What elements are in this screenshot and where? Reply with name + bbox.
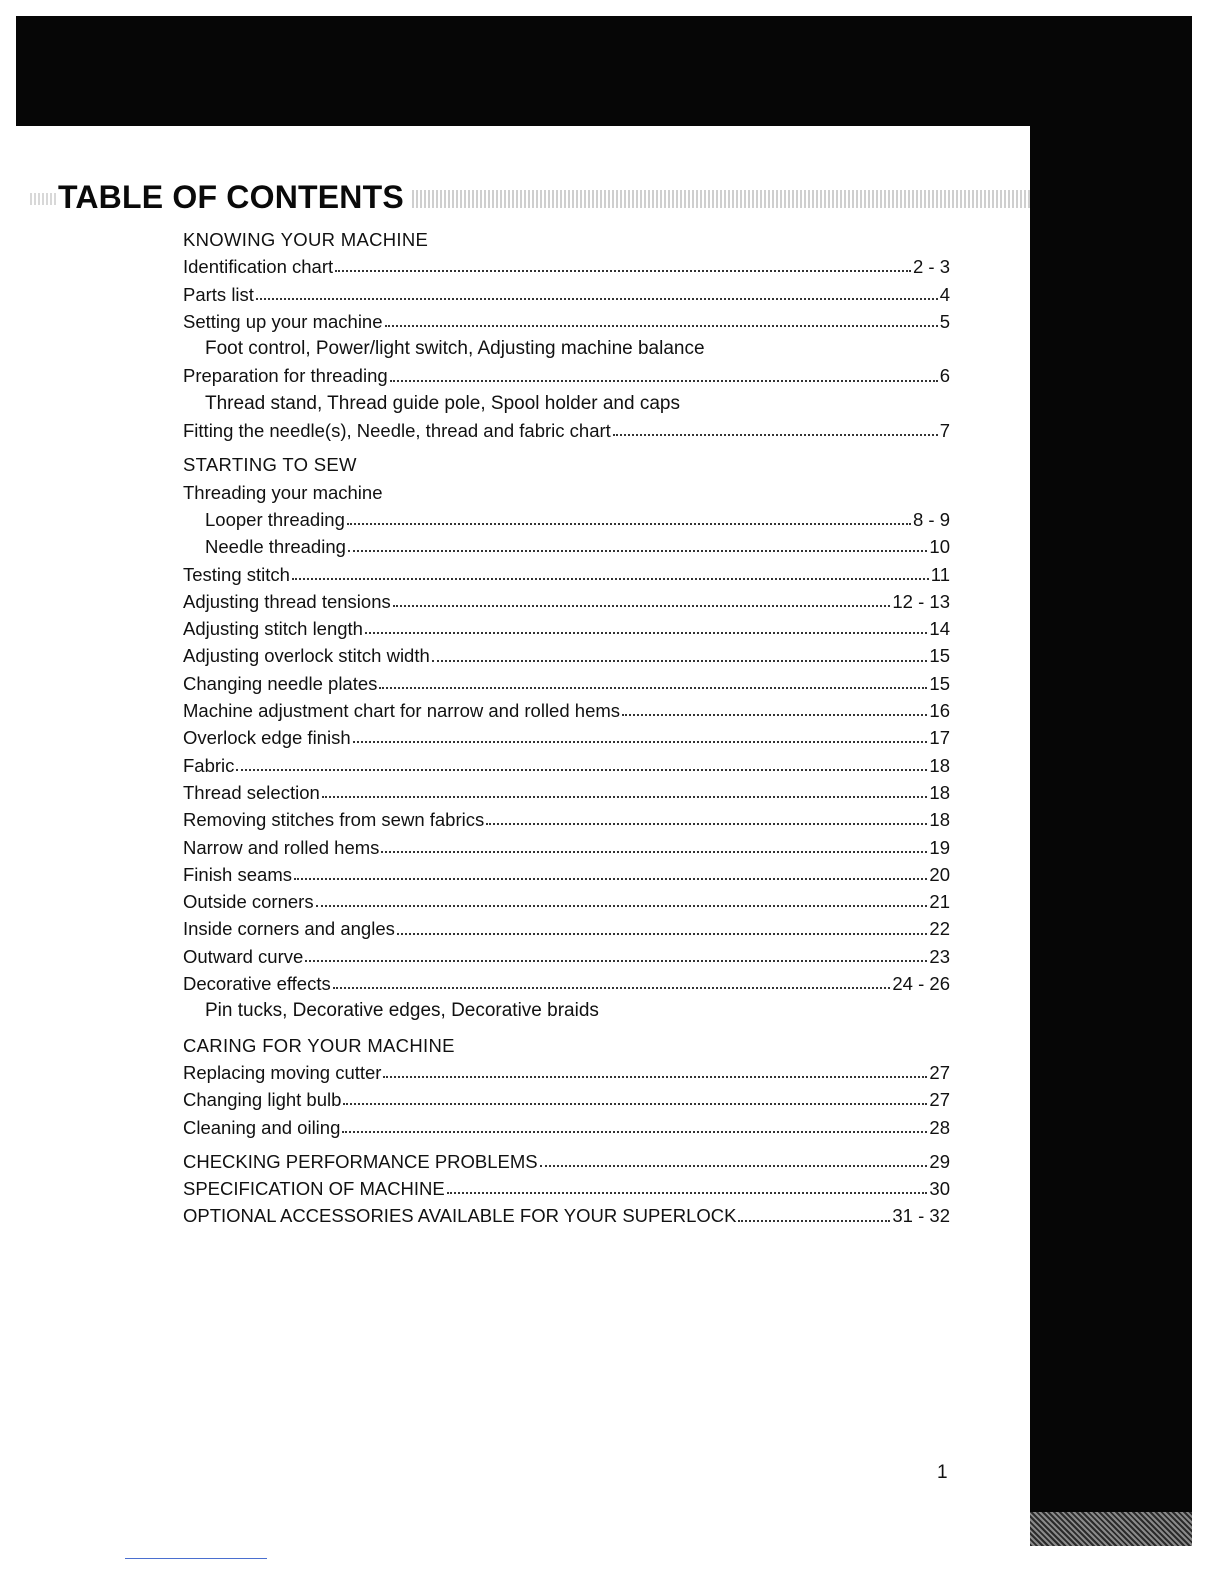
toc-entry[interactable]: [183, 806, 950, 833]
toc-entry-page: 29: [929, 1150, 950, 1172]
toc-section: [183, 226, 950, 444]
toc-entry-label: Testing stitch: [183, 563, 290, 585]
toc-entry-label: Narrow and rolled hems: [183, 836, 380, 858]
toc-entry-label: Fitting the needle(s), Needle, thread and fabric chart: [183, 420, 611, 442]
toc-entry-page: 27: [929, 1061, 950, 1083]
dot-leader: [383, 1076, 927, 1078]
toc-entry-label: Outside corners: [183, 891, 314, 913]
toc-entry[interactable]: [183, 752, 950, 779]
title-lead-rule: [30, 193, 58, 205]
toc-entry-label: Removing stitches from sewn fabrics: [183, 809, 485, 831]
toc-entry[interactable]: [183, 970, 950, 997]
page-title: TABLE OF CONTENTS: [58, 179, 404, 215]
toc-entry-page: 17: [929, 727, 950, 749]
toc-entry[interactable]: [183, 697, 950, 724]
toc-entry[interactable]: [183, 1175, 950, 1202]
toc-entry-page: 24 - 26: [892, 973, 950, 995]
toc-entry-label: Identification chart: [183, 256, 334, 278]
dot-leader: [316, 905, 928, 907]
dot-leader: [365, 632, 927, 634]
toc-entry-page: 12 - 13: [892, 590, 950, 612]
toc-entry-label: CHECKING PERFORMANCE PROBLEMS: [183, 1150, 538, 1172]
toc-entry-page: 14: [929, 618, 950, 640]
toc-entry-label: Looper threading: [205, 508, 345, 530]
toc-entry[interactable]: [183, 1114, 950, 1141]
toc-subtopics: Pin tucks, Decorative edges, Decorative braids: [205, 1000, 599, 1022]
toc-entry-label: Cleaning and oiling: [183, 1116, 341, 1138]
dot-leader: [622, 714, 927, 716]
toc-section-heading: CARING FOR YOUR MACHINE: [183, 1034, 455, 1056]
toc-entry-page: 18: [929, 754, 950, 776]
toc-entry-label: Machine adjustment chart for narrow and rolled hems: [183, 700, 621, 722]
toc-entry[interactable]: [183, 915, 950, 942]
toc-entry-label: Inside corners and angles: [183, 918, 395, 940]
dot-leader: [353, 741, 928, 743]
toc-entry-page: 28: [929, 1116, 950, 1138]
toc-entry-label: SPECIFICATION OF MACHINE: [183, 1178, 445, 1200]
toc-entry[interactable]: [183, 943, 950, 970]
toc-section-heading: KNOWING YOUR MACHINE: [183, 229, 429, 250]
toc-entry[interactable]: [183, 888, 950, 915]
dot-leader: [342, 1131, 927, 1133]
toc-entry[interactable]: [183, 1086, 950, 1113]
dot-leader: [343, 1103, 927, 1105]
toc-entry-page: 16: [929, 700, 950, 722]
title-rule: [412, 190, 1030, 208]
toc-entry-label: Finish seams: [183, 863, 292, 885]
dot-leader: [447, 1192, 928, 1194]
toc-entry[interactable]: [183, 281, 950, 308]
toc-section: [183, 1032, 950, 1141]
toc-entry-page: 2 - 3: [912, 256, 950, 278]
toc-entry-page: 4: [939, 283, 950, 305]
toc-entry-page: 15: [929, 645, 950, 667]
toc-entry-label: Changing light bulb: [183, 1089, 342, 1111]
toc-entry-label: Replacing moving cutter: [183, 1061, 382, 1083]
dot-leader: [347, 523, 911, 525]
dot-leader: [613, 434, 938, 436]
toc-entry-page: 8 - 9: [912, 508, 950, 530]
dot-leader: [397, 933, 928, 935]
toc-subtopics: Threading your machine: [183, 481, 383, 503]
dot-leader: [292, 578, 929, 580]
toc-entry[interactable]: [183, 253, 950, 280]
dot-leader: [381, 851, 927, 853]
toc-entry-label: Preparation for threading: [183, 365, 388, 387]
toc-entry-page: 5: [939, 310, 950, 332]
toc-entry-page: 20: [929, 863, 950, 885]
toc-section: [183, 1148, 950, 1230]
toc-subtopics: Foot control, Power/light switch, Adjusting machine balance: [205, 338, 705, 360]
toc-entry[interactable]: [183, 362, 950, 389]
toc-entry-label: Thread selection: [183, 781, 320, 803]
dot-leader: [236, 769, 927, 771]
toc-entry-label: Changing needle plates: [183, 672, 378, 694]
toc-entry-label: Decorative effects: [183, 973, 331, 995]
toc-entry[interactable]: [183, 1148, 950, 1175]
dot-leader: [322, 796, 928, 798]
toc-entry-label: Adjusting thread tensions: [183, 590, 391, 612]
dot-leader: [294, 878, 927, 880]
dot-leader: [305, 960, 927, 962]
dot-leader: [256, 298, 938, 300]
scan-border-top: [16, 16, 1192, 126]
toc-entry-page: 23: [929, 945, 950, 967]
toc-subtopics: Thread stand, Thread guide pole, Spool holder and caps: [205, 392, 680, 414]
table-of-contents: [183, 226, 950, 1230]
dot-leader: [486, 823, 927, 825]
toc-entry-label: Adjusting stitch length: [183, 618, 363, 640]
toc-entry-label: Outward curve: [183, 945, 304, 967]
dot-leader: [540, 1165, 928, 1167]
toc-entry-label: Setting up your machine: [183, 310, 383, 332]
toc-entry[interactable]: [183, 615, 950, 642]
toc-entry-page: 30: [929, 1178, 950, 1200]
toc-entry-page: 19: [929, 836, 950, 858]
toc-section-heading: STARTING TO SEW: [183, 454, 357, 476]
toc-entry[interactable]: [183, 1202, 950, 1229]
dot-leader: [348, 550, 928, 552]
page-number: 1: [937, 1462, 948, 1483]
toc-entry-page: 11: [930, 563, 950, 585]
scan-border-right-noise: [1030, 1512, 1192, 1546]
toc-entry-page: 6: [939, 365, 950, 387]
toc-entry[interactable]: [183, 642, 950, 669]
toc-entry-page: 15: [929, 672, 950, 694]
toc-entry[interactable]: [183, 533, 950, 560]
toc-entry[interactable]: [183, 417, 950, 444]
dot-leader: [390, 380, 938, 382]
toc-entry[interactable]: [183, 861, 950, 888]
toc-entry[interactable]: [183, 506, 950, 533]
toc-entry[interactable]: [183, 724, 950, 751]
toc-entry-page: 21: [929, 891, 950, 913]
toc-entry-page: 31 - 32: [892, 1205, 950, 1227]
toc-entry-page: 18: [929, 809, 950, 831]
toc-entry[interactable]: [183, 779, 950, 806]
dot-leader: [393, 605, 891, 607]
toc-entry-label: OPTIONAL ACCESSORIES AVAILABLE FOR YOUR SUPERLOCK: [183, 1205, 737, 1227]
toc-entry-page: 27: [929, 1089, 950, 1111]
toc-section: [183, 451, 950, 1024]
toc-entry[interactable]: [183, 561, 950, 588]
dot-leader: [432, 660, 928, 662]
toc-entry[interactable]: [183, 670, 950, 697]
toc-entry-page: 10: [929, 536, 950, 558]
dot-leader: [333, 987, 891, 989]
dot-leader: [379, 687, 927, 689]
toc-entry-label: Parts list: [183, 283, 254, 305]
dot-leader: [335, 270, 911, 272]
dot-leader: [385, 325, 938, 327]
toc-entry-label: Adjusting overlock stitch width: [183, 645, 430, 667]
toc-entry[interactable]: [183, 834, 950, 861]
scan-border-right: [1030, 126, 1192, 1512]
dot-leader: [738, 1220, 890, 1222]
scan-artifact-line: [125, 1558, 267, 1559]
toc-entry-page: 22: [929, 918, 950, 940]
toc-entry-label: Overlock edge finish: [183, 727, 351, 749]
toc-entry-label: Needle threading: [205, 536, 346, 558]
toc-entry-page: 7: [939, 420, 950, 442]
toc-entry[interactable]: [183, 1059, 950, 1086]
toc-entry-page: 18: [929, 781, 950, 803]
toc-entry-label: Fabric: [183, 754, 235, 776]
toc-entry[interactable]: [183, 588, 950, 615]
toc-entry[interactable]: [183, 308, 950, 335]
